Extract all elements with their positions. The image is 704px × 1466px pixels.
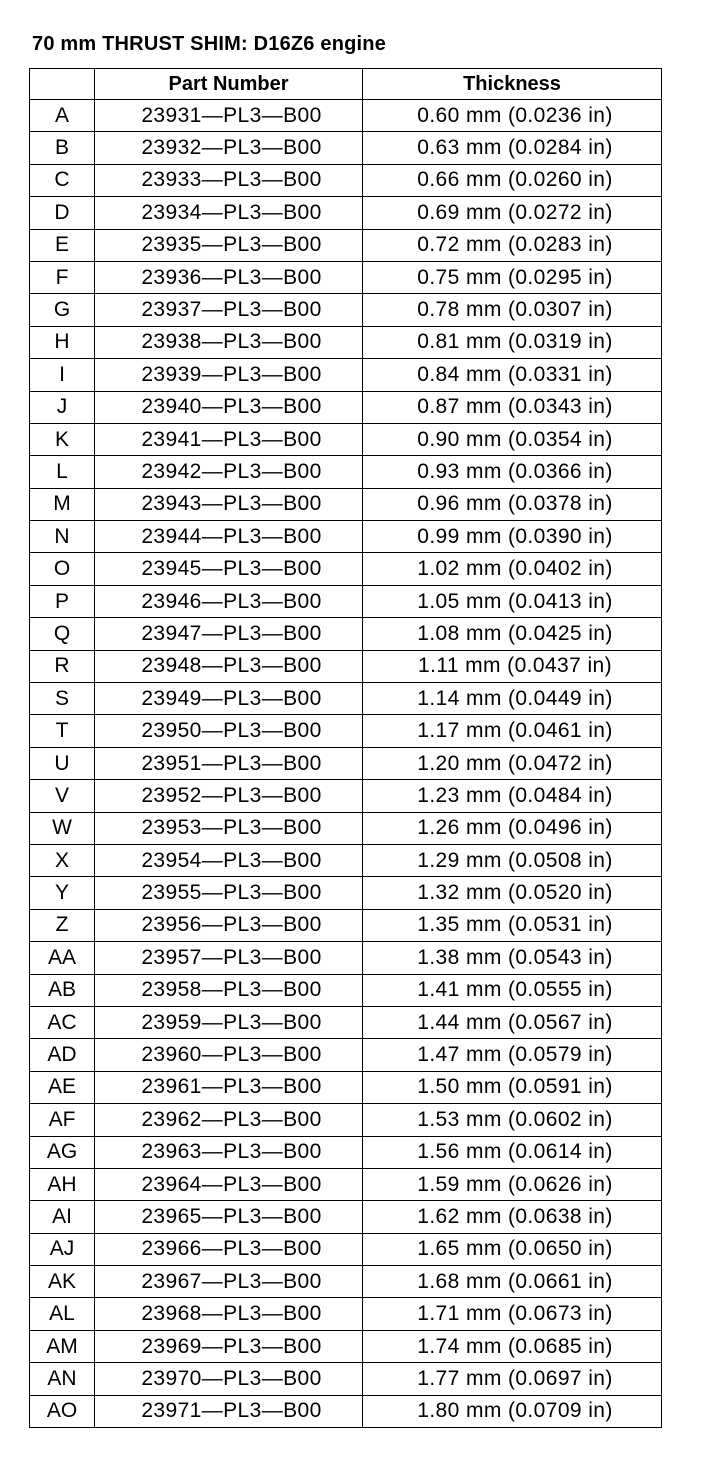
thickness-cell: 0.72 mm (0.0283 in) [363,229,662,261]
table-row [30,715,662,747]
table-row [30,359,662,391]
part-number-cell: 23951—PL3—B00 [95,747,363,779]
thickness-cell: 0.69 mm (0.0272 in) [363,197,662,229]
thickness-cell: 1.65 mm (0.0650 in) [363,1233,662,1265]
thickness-cell: 0.75 mm (0.0295 in) [363,261,662,293]
table-row [30,974,662,1006]
part-number-cell: 23940—PL3—B00 [95,391,363,423]
thickness-cell: 0.90 mm (0.0354 in) [363,423,662,455]
table-row [30,1039,662,1071]
table-row [30,326,662,358]
table-row [30,521,662,553]
header-part-number: Part Number [95,69,363,100]
table-row [30,650,662,682]
shim-letter-cell: V [30,780,95,812]
thickness-cell: 1.35 mm (0.0531 in) [363,909,662,941]
part-number-cell: 23947—PL3—B00 [95,618,363,650]
table-row [30,1266,662,1298]
shim-letter-cell: M [30,488,95,520]
part-number-cell: 23964—PL3—B00 [95,1168,363,1200]
thrust-shim-table [29,68,662,1428]
part-number-cell: 23953—PL3—B00 [95,812,363,844]
shim-letter-cell: L [30,456,95,488]
shim-letter-cell: Z [30,909,95,941]
table-row [30,132,662,164]
part-number-cell: 23966—PL3—B00 [95,1233,363,1265]
thickness-cell: 1.47 mm (0.0579 in) [363,1039,662,1071]
shim-letter-cell: G [30,294,95,326]
thickness-cell: 1.68 mm (0.0661 in) [363,1266,662,1298]
table-row [30,942,662,974]
part-number-cell: 23931—PL3—B00 [95,100,363,132]
shim-letter-cell: C [30,164,95,196]
shim-letter-cell: AI [30,1201,95,1233]
shim-letter-cell: AK [30,1266,95,1298]
shim-letter-cell: AE [30,1071,95,1103]
table-row [30,585,662,617]
thickness-cell: 1.56 mm (0.0614 in) [363,1136,662,1168]
table-row [30,197,662,229]
part-number-cell: 23945—PL3—B00 [95,553,363,585]
part-number-cell: 23948—PL3—B00 [95,650,363,682]
table-row [30,1395,662,1427]
thickness-cell: 1.44 mm (0.0567 in) [363,1006,662,1038]
table-row [30,423,662,455]
part-number-cell: 23935—PL3—B00 [95,229,363,261]
shim-letter-cell: B [30,132,95,164]
thickness-cell: 0.78 mm (0.0307 in) [363,294,662,326]
part-number-cell: 23938—PL3—B00 [95,326,363,358]
thickness-cell: 1.11 mm (0.0437 in) [363,650,662,682]
shim-letter-cell: F [30,261,95,293]
part-number-cell: 23957—PL3—B00 [95,942,363,974]
table-row [30,780,662,812]
shim-letter-cell: AJ [30,1233,95,1265]
part-number-cell: 23969—PL3—B00 [95,1330,363,1362]
shim-letter-cell: AB [30,974,95,1006]
part-number-cell: 23950—PL3—B00 [95,715,363,747]
part-number-cell: 23941—PL3—B00 [95,423,363,455]
part-number-cell: 23936—PL3—B00 [95,261,363,293]
shim-letter-cell: X [30,844,95,876]
shim-letter-cell: N [30,521,95,553]
part-number-cell: 23942—PL3—B00 [95,456,363,488]
part-number-cell: 23961—PL3—B00 [95,1071,363,1103]
shim-letter-cell: AM [30,1330,95,1362]
thickness-cell: 1.53 mm (0.0602 in) [363,1104,662,1136]
table-row [30,294,662,326]
table-row [30,844,662,876]
thickness-cell: 1.77 mm (0.0697 in) [363,1363,662,1395]
table-row [30,812,662,844]
thickness-cell: 1.05 mm (0.0413 in) [363,585,662,617]
table-row [30,164,662,196]
table-row [30,1233,662,1265]
thickness-cell: 1.59 mm (0.0626 in) [363,1168,662,1200]
part-number-cell: 23937—PL3—B00 [95,294,363,326]
part-number-cell: 23962—PL3—B00 [95,1104,363,1136]
page-title: 70 mm THRUST SHIM: D16Z6 engine [32,33,387,55]
shim-letter-cell: K [30,423,95,455]
part-number-cell: 23943—PL3—B00 [95,488,363,520]
table-row [30,1168,662,1200]
part-number-cell: 23956—PL3—B00 [95,909,363,941]
thickness-cell: 0.93 mm (0.0366 in) [363,456,662,488]
thickness-cell: 1.20 mm (0.0472 in) [363,747,662,779]
part-number-cell: 23963—PL3—B00 [95,1136,363,1168]
table-row [30,1298,662,1330]
table-header [30,69,662,100]
thickness-cell: 1.41 mm (0.0555 in) [363,974,662,1006]
shim-letter-cell: AG [30,1136,95,1168]
part-number-cell: 23955—PL3—B00 [95,877,363,909]
thickness-cell: 1.32 mm (0.0520 in) [363,877,662,909]
part-number-cell: 23939—PL3—B00 [95,359,363,391]
part-number-cell: 23932—PL3—B00 [95,132,363,164]
table-row [30,1071,662,1103]
thickness-cell: 1.62 mm (0.0638 in) [363,1201,662,1233]
thickness-cell: 0.96 mm (0.0378 in) [363,488,662,520]
shim-letter-cell: A [30,100,95,132]
shim-letter-cell: AL [30,1298,95,1330]
shim-letter-cell: AC [30,1006,95,1038]
table-row [30,747,662,779]
thickness-cell: 1.17 mm (0.0461 in) [363,715,662,747]
part-number-cell: 23949—PL3—B00 [95,683,363,715]
thickness-cell: 1.23 mm (0.0484 in) [363,780,662,812]
table-row [30,683,662,715]
thickness-cell: 1.74 mm (0.0685 in) [363,1330,662,1362]
table-row [30,456,662,488]
shim-letter-cell: AD [30,1039,95,1071]
shim-letter-cell: Q [30,618,95,650]
part-number-cell: 23952—PL3—B00 [95,780,363,812]
thickness-cell: 1.38 mm (0.0543 in) [363,942,662,974]
thickness-cell: 0.87 mm (0.0343 in) [363,391,662,423]
part-number-cell: 23933—PL3—B00 [95,164,363,196]
table-row [30,229,662,261]
thickness-cell: 0.99 mm (0.0390 in) [363,521,662,553]
table-row [30,877,662,909]
shim-letter-cell: U [30,747,95,779]
shim-letter-cell: P [30,585,95,617]
shim-letter-cell: W [30,812,95,844]
shim-letter-cell: I [30,359,95,391]
part-number-cell: 23934—PL3—B00 [95,197,363,229]
header-row [30,69,662,100]
shim-letter-cell: O [30,553,95,585]
part-number-cell: 23959—PL3—B00 [95,1006,363,1038]
table-row [30,391,662,423]
part-number-cell: 23960—PL3—B00 [95,1039,363,1071]
part-number-cell: 23954—PL3—B00 [95,844,363,876]
part-number-cell: 23944—PL3—B00 [95,521,363,553]
thickness-cell: 1.02 mm (0.0402 in) [363,553,662,585]
part-number-cell: 23958—PL3—B00 [95,974,363,1006]
shim-letter-cell: AA [30,942,95,974]
table-row [30,261,662,293]
thickness-cell: 1.50 mm (0.0591 in) [363,1071,662,1103]
shim-letter-cell: H [30,326,95,358]
header-thickness: Thickness [363,69,662,100]
thickness-cell: 1.71 mm (0.0673 in) [363,1298,662,1330]
shim-letter-cell: Y [30,877,95,909]
thickness-cell: 0.63 mm (0.0284 in) [363,132,662,164]
part-number-cell: 23971—PL3—B00 [95,1395,363,1427]
shim-letter-cell: J [30,391,95,423]
part-number-cell: 23968—PL3—B00 [95,1298,363,1330]
table-row [30,909,662,941]
part-number-cell: 23946—PL3—B00 [95,585,363,617]
part-number-cell: 23967—PL3—B00 [95,1266,363,1298]
table-row [30,1363,662,1395]
shim-letter-cell: AF [30,1104,95,1136]
table-row [30,553,662,585]
part-number-cell: 23965—PL3—B00 [95,1201,363,1233]
thickness-cell: 0.66 mm (0.0260 in) [363,164,662,196]
shim-letter-cell: E [30,229,95,261]
thickness-cell: 1.26 mm (0.0496 in) [363,812,662,844]
part-number-cell: 23970—PL3—B00 [95,1363,363,1395]
shim-letter-cell: AO [30,1395,95,1427]
thickness-cell: 0.60 mm (0.0236 in) [363,100,662,132]
table-body [30,100,662,1428]
thickness-cell: 1.29 mm (0.0508 in) [363,844,662,876]
table-row [30,618,662,650]
shim-letter-cell: AN [30,1363,95,1395]
shim-letter-cell: D [30,197,95,229]
thickness-cell: 1.14 mm (0.0449 in) [363,683,662,715]
table-row [30,1330,662,1362]
table-row [30,1104,662,1136]
table-row [30,1201,662,1233]
shim-letter-cell: AH [30,1168,95,1200]
thickness-cell: 0.84 mm (0.0331 in) [363,359,662,391]
thickness-cell: 1.08 mm (0.0425 in) [363,618,662,650]
table-row [30,1006,662,1038]
thickness-cell: 1.80 mm (0.0709 in) [363,1395,662,1427]
shim-letter-cell: R [30,650,95,682]
shim-letter-cell: T [30,715,95,747]
shim-letter-cell: S [30,683,95,715]
header-letter [30,69,95,100]
table-row [30,100,662,132]
table-row [30,1136,662,1168]
thickness-cell: 0.81 mm (0.0319 in) [363,326,662,358]
table-row [30,488,662,520]
